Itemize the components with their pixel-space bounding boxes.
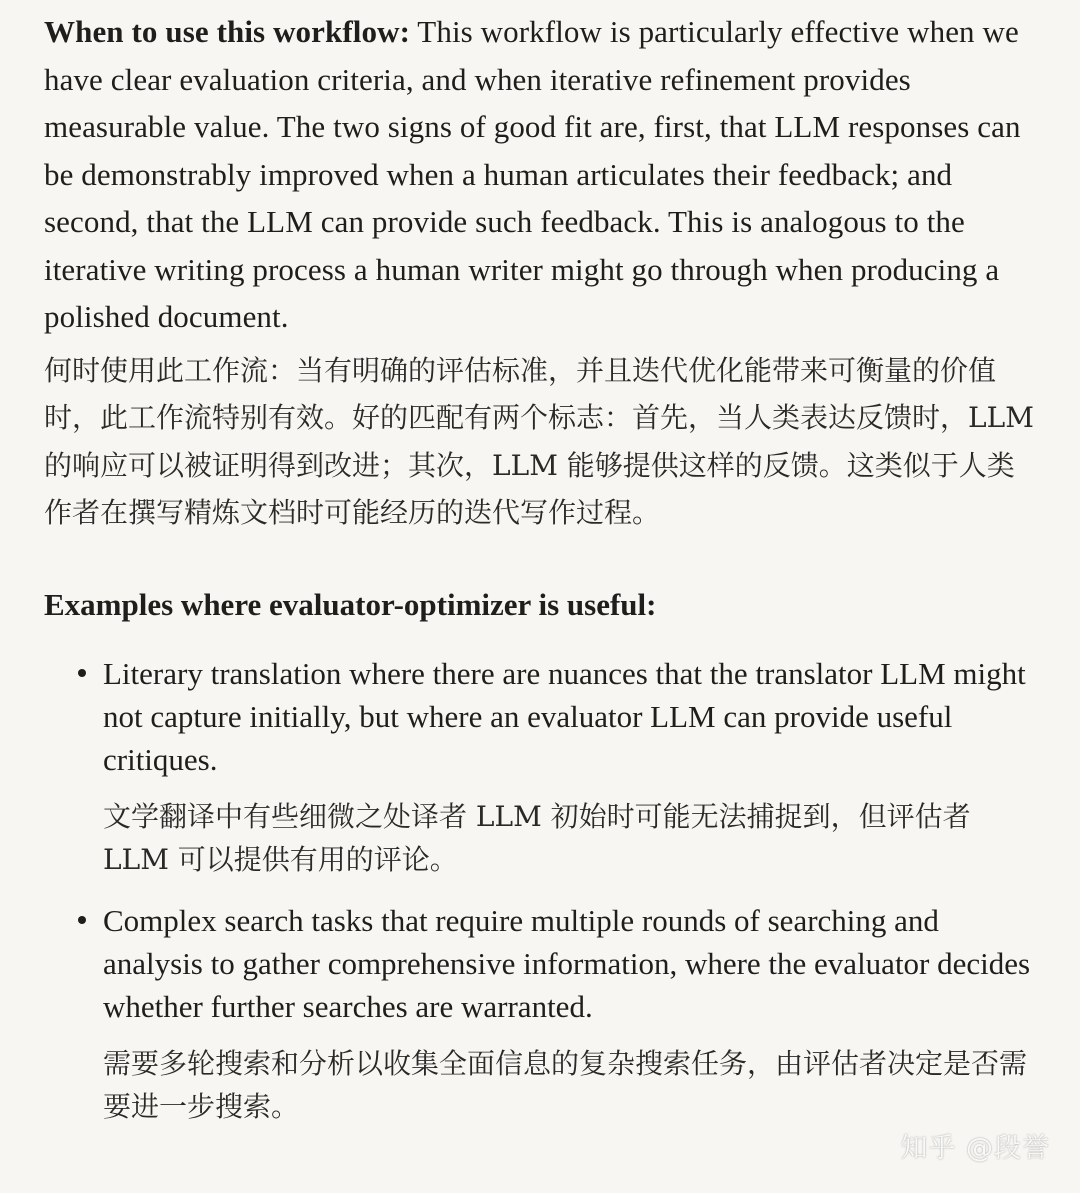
bullet-icon (78, 669, 86, 677)
bullet-icon (78, 916, 86, 924)
zhihu-watermark: 知乎 @段誉 (900, 1133, 1050, 1164)
examples-list (44, 652, 1036, 1128)
intro-lead: When to use this workflow: (44, 14, 411, 49)
intro-text: This workflow is particularly effective when we have clear evaluation criteria, and when iterative refinement provides measurable value. The two signs of good fit are, first, that LLM responses can be demonstrably improved when a human articulates their feedback; and second, that the LLM can provide such feedback. This is analogous to the iterative writing process a human writer might go through when producing a polished document. (44, 14, 1021, 334)
example-text: Complex search tasks that require multiple rounds of searching and analysis to gather comprehensive information, where the evaluator decides whether further searches are warranted. (103, 902, 1031, 1024)
article-content (44, 8, 1036, 1146)
intro-paragraph (44, 8, 1036, 341)
intro-translation: 何时使用此工作流：当有明确的评估标准，并且迭代优化能带来可衡量的价值时，此工作流特别有效。好的匹配有两个标志：首先，当人类表达反馈时，LLM 的响应可以被证明得到改进；其次，LLM 能够提供这样的反馈。这类似于人类作者在撰写精炼文档时可能经历的迭代写作过程。 (44, 353, 1034, 529)
example-text: Literary translation where there are nuances that the translator LLM might not capture initially, but where an evaluator LLM can provide useful critiques. (103, 655, 1026, 777)
list-item (44, 652, 1036, 881)
example-translation: 文学翻译中有些细微之处译者 LLM 初始时可能无法捕捉到，但评估者 LLM 可以提供有用的评论。 (103, 799, 971, 876)
list-item (44, 899, 1036, 1128)
example-translation: 需要多轮搜索和分析以收集全面信息的复杂搜索任务，由评估者决定是否需要进一步搜索。 (103, 1046, 1028, 1123)
examples-heading: Examples where evaluator-optimizer is useful: (44, 586, 657, 622)
